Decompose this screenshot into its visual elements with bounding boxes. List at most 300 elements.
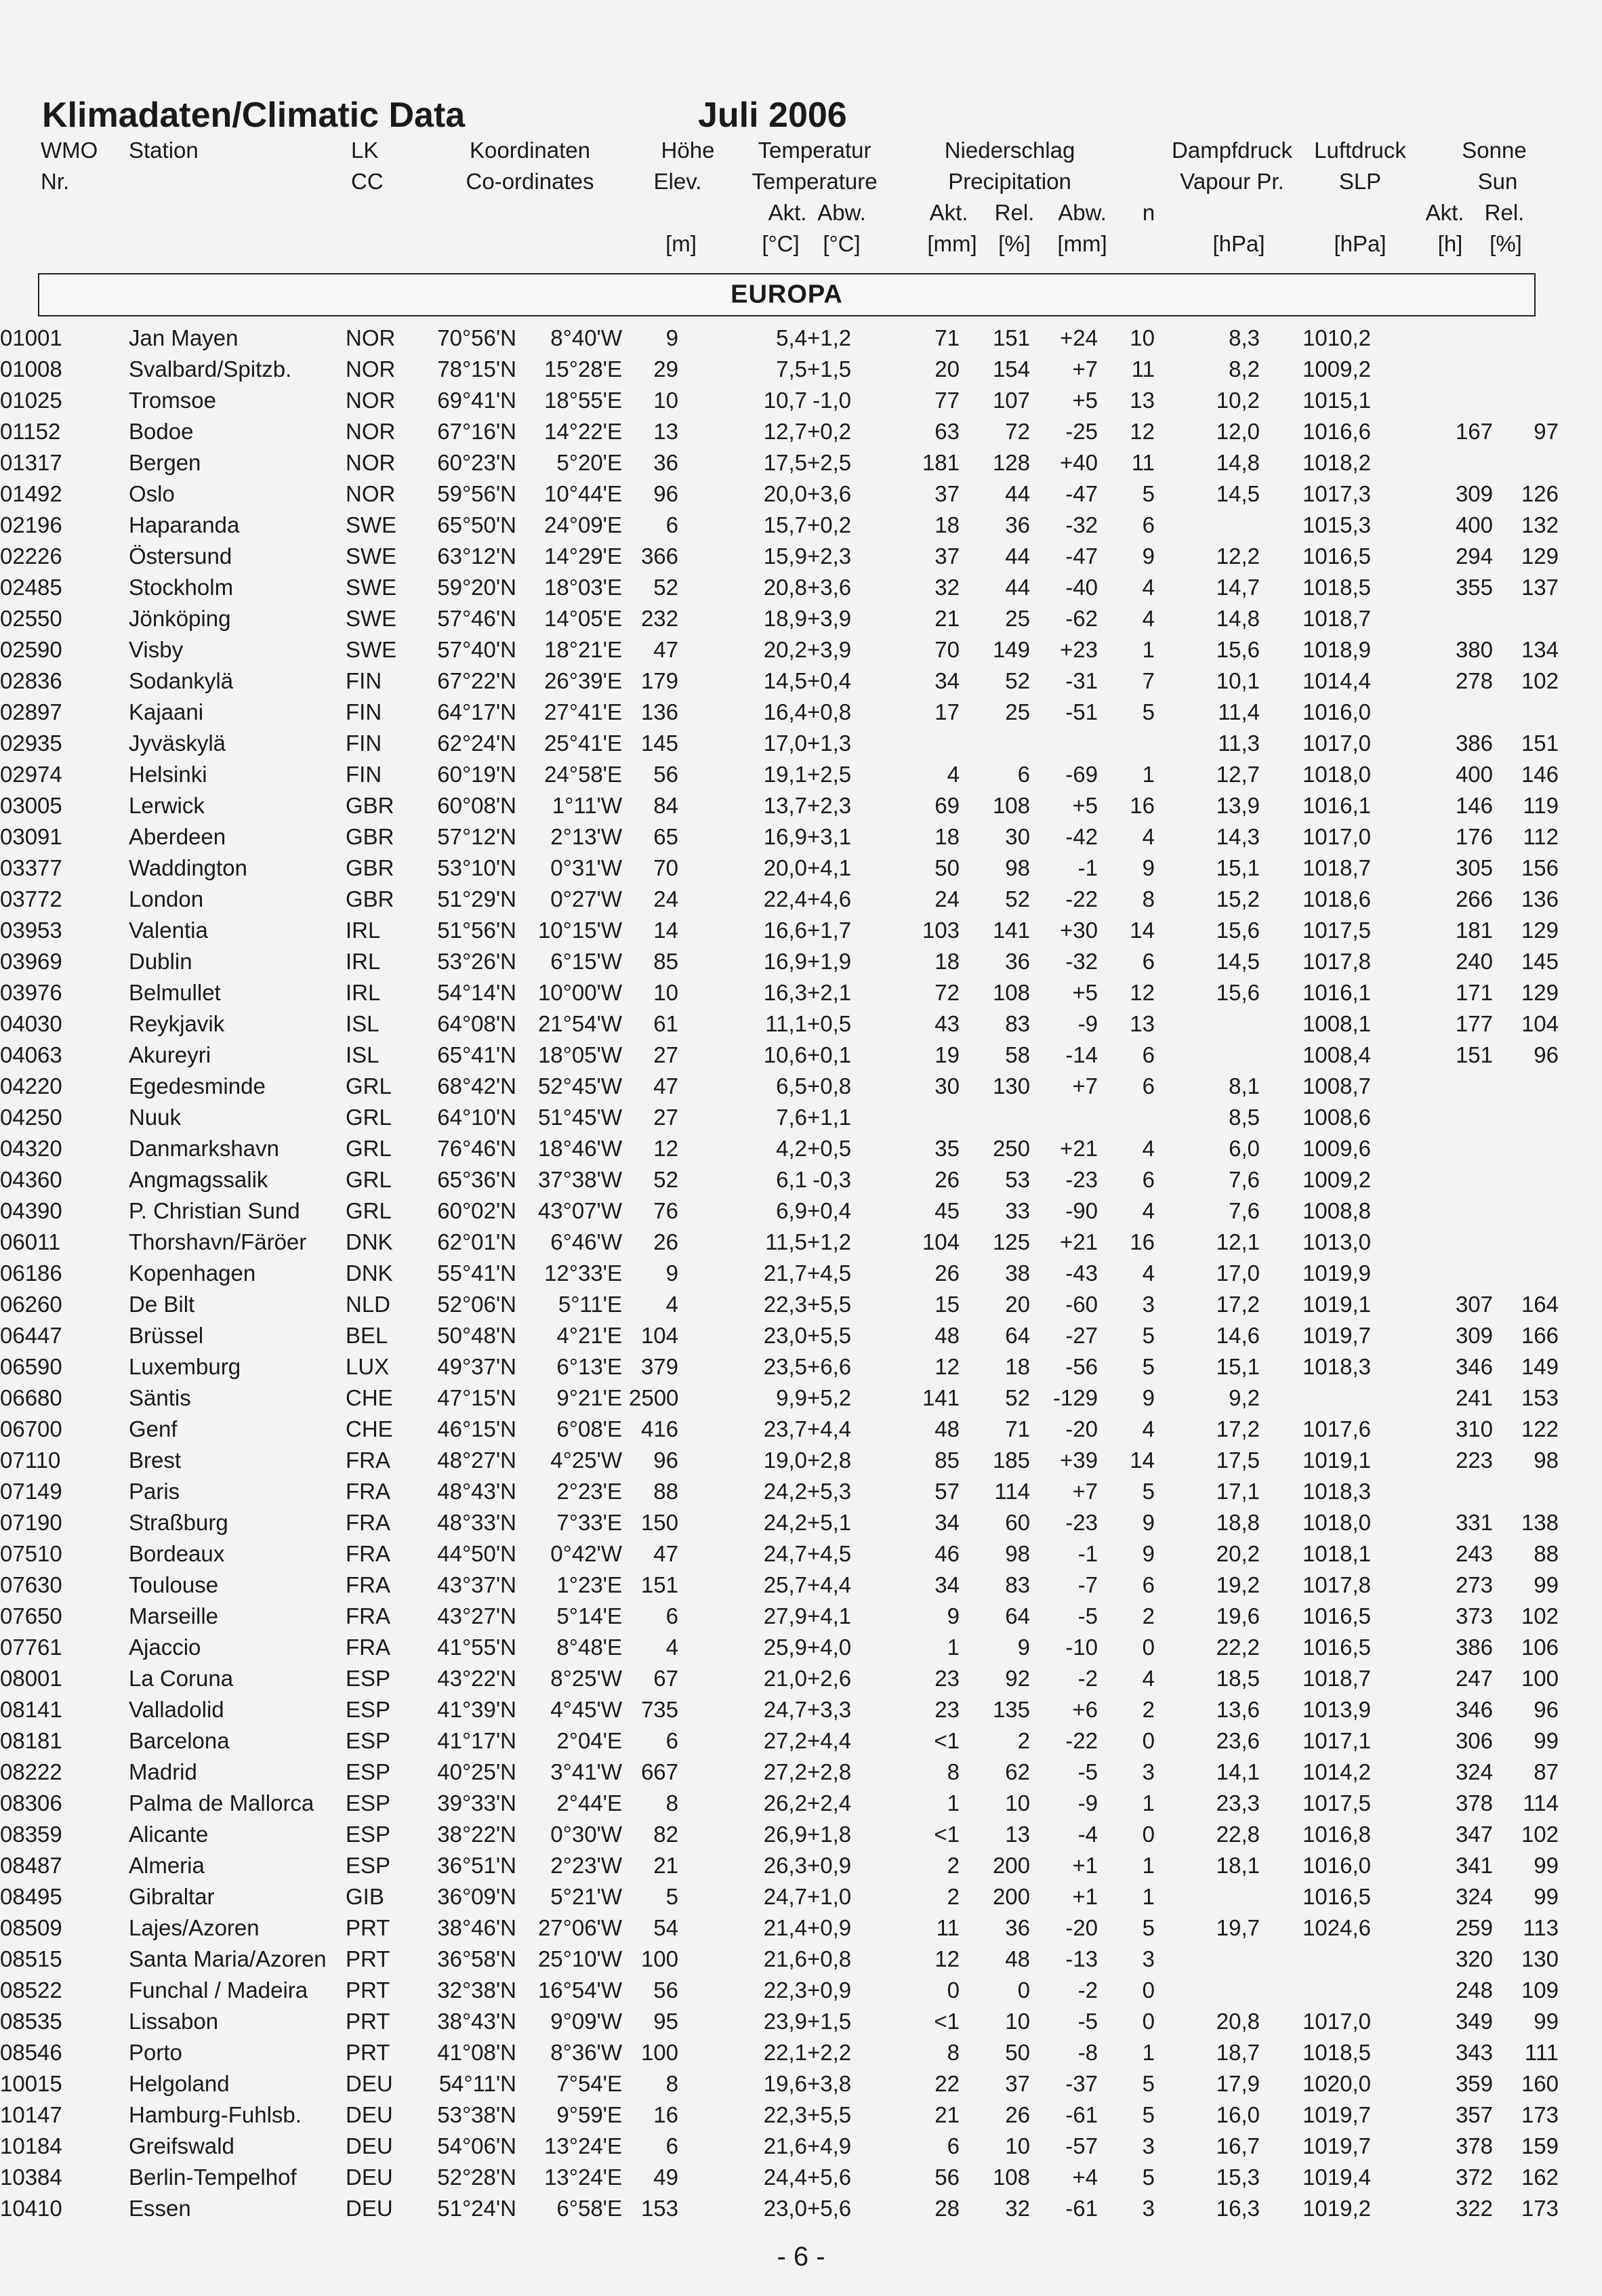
table-row bbox=[0, 977, 1559, 1008]
cell-prec-n: 3 bbox=[1142, 2196, 1155, 2221]
cell-prec-rel: 33 bbox=[1005, 1198, 1030, 1223]
cell-slp: 1017,0 bbox=[1302, 824, 1371, 849]
cell-latitude: 54°14'N bbox=[437, 980, 516, 1005]
cell-country: GBR bbox=[346, 824, 394, 849]
cell-prec-rel: 36 bbox=[1005, 1915, 1030, 1940]
cell-temp-abw: +2,2 bbox=[807, 2040, 852, 2065]
cell-sun-akt: 266 bbox=[1455, 886, 1493, 911]
cell-elevation: 2500 bbox=[629, 1385, 679, 1410]
cell-temp-akt: 27,2 bbox=[763, 1759, 807, 1784]
cell-vapour: 18,8 bbox=[1216, 1510, 1260, 1535]
cell-prec-akt: 56 bbox=[934, 2165, 960, 2190]
table-row bbox=[0, 1694, 1559, 1725]
cell-latitude: 62°24'N bbox=[437, 731, 516, 756]
cell-station: Nuuk bbox=[129, 1105, 182, 1130]
report-month: Juli 2006 bbox=[698, 96, 847, 135]
cell-prec-akt: 34 bbox=[934, 668, 960, 693]
cell-vapour: 18,7 bbox=[1216, 2040, 1260, 2065]
cell-prec-rel: 50 bbox=[1005, 2040, 1030, 2065]
cell-prec-rel: 52 bbox=[1005, 668, 1030, 693]
cell-slp: 1015,3 bbox=[1302, 512, 1371, 537]
cell-latitude: 54°11'N bbox=[438, 2071, 516, 2096]
cell-sun-akt bbox=[1425, 697, 1505, 728]
col-temp-header: Temperatur bbox=[758, 138, 871, 163]
cell-longitude: 1°23'E bbox=[556, 1572, 622, 1597]
cell-prec-n: 4 bbox=[1142, 1198, 1155, 1223]
cell-wmo: 01025 bbox=[0, 388, 62, 413]
cell-wmo: 02550 bbox=[0, 606, 62, 631]
cell-latitude: 67°22'N bbox=[437, 668, 516, 693]
cell-sun-rel: 162 bbox=[1521, 2165, 1559, 2190]
cell-prec-akt: 0 bbox=[947, 1977, 960, 2003]
cell-temp-abw: +4,0 bbox=[807, 1635, 852, 1660]
cell-prec-n: 1 bbox=[1142, 1853, 1155, 1878]
cell-temp-abw: +3,9 bbox=[807, 606, 852, 631]
cell-prec-n bbox=[1110, 728, 1171, 759]
cell-wmo: 02485 bbox=[0, 575, 62, 600]
cell-prec-n: 1 bbox=[1142, 1884, 1155, 1909]
cell-sun-akt bbox=[1425, 1227, 1505, 1258]
cell-temp-abw: +2,3 bbox=[807, 544, 852, 569]
cell-longitude: 10°15'W bbox=[537, 918, 622, 943]
cell-station: Helgoland bbox=[129, 2071, 230, 2096]
cell-temp-akt: 6,9 bbox=[776, 1198, 807, 1223]
cell-vapour: 13,9 bbox=[1216, 793, 1260, 818]
cell-vapour bbox=[1171, 1040, 1290, 1071]
cell-country: GBR bbox=[346, 886, 394, 911]
cell-sun-rel: 126 bbox=[1521, 481, 1559, 506]
cell-elevation: 82 bbox=[653, 1822, 678, 1847]
cell-vapour: 18,1 bbox=[1216, 1853, 1260, 1878]
table-row bbox=[0, 2193, 1559, 2224]
cell-prec-n bbox=[1110, 1102, 1171, 1133]
cell-temp-akt: 7,6 bbox=[776, 1105, 807, 1130]
cell-sun-rel: 153 bbox=[1521, 1385, 1559, 1410]
cell-slp: 1016,6 bbox=[1302, 419, 1371, 444]
table-row bbox=[0, 1414, 1559, 1445]
cell-prec-n: 6 bbox=[1142, 1073, 1155, 1099]
cell-prec-akt bbox=[871, 728, 974, 759]
cell-elevation: 96 bbox=[653, 1448, 678, 1473]
cell-sun-akt bbox=[1425, 1164, 1505, 1195]
cell-slp: 1009,2 bbox=[1302, 1167, 1371, 1192]
cell-latitude: 36°09'N bbox=[437, 1884, 516, 1909]
cell-prec-akt: 70 bbox=[934, 637, 960, 662]
cell-sun-akt: 324 bbox=[1455, 1759, 1493, 1784]
cell-sun-akt: 322 bbox=[1455, 2196, 1493, 2221]
cell-wmo: 01152 bbox=[0, 419, 61, 444]
cell-prec-n: 5 bbox=[1142, 2165, 1155, 2190]
cell-vapour: 23,6 bbox=[1216, 1728, 1260, 1753]
cell-country: FRA bbox=[346, 1603, 390, 1628]
cell-temp-abw: +3,8 bbox=[807, 2071, 852, 2096]
cell-longitude: 5°21'W bbox=[550, 1884, 622, 1909]
cell-sun-rel: 145 bbox=[1521, 949, 1559, 974]
cell-slp: 1018,1 bbox=[1302, 1541, 1371, 1566]
cell-prec-rel: 72 bbox=[1005, 419, 1030, 444]
col-vapour-header: Vapour Pr. bbox=[1180, 169, 1284, 194]
cell-temp-abw: +2,8 bbox=[807, 1759, 852, 1784]
cell-temp-abw: +1,1 bbox=[807, 1105, 852, 1130]
cell-sun-rel: 122 bbox=[1521, 1416, 1559, 1441]
cell-latitude: 59°20'N bbox=[437, 575, 516, 600]
cell-prec-akt: 2 bbox=[947, 1853, 960, 1878]
cell-sun-akt: 171 bbox=[1455, 980, 1493, 1005]
cell-sun-akt bbox=[1425, 1476, 1505, 1507]
cell-sun-rel: 99 bbox=[1534, 1728, 1559, 1753]
cell-prec-rel: 130 bbox=[992, 1073, 1030, 1099]
cell-wmo: 03005 bbox=[0, 793, 62, 818]
cell-country: PRT bbox=[346, 1946, 390, 1971]
cell-slp: 1018,0 bbox=[1302, 762, 1371, 787]
cell-prec-n: 6 bbox=[1142, 1042, 1155, 1067]
cell-country: DEU bbox=[346, 2133, 393, 2158]
cell-wmo: 03976 bbox=[0, 980, 62, 1005]
cell-prec-n: 5 bbox=[1142, 1479, 1155, 1504]
cell-sun-rel: 146 bbox=[1521, 762, 1559, 787]
cell-temp-abw: +0,2 bbox=[807, 419, 852, 444]
cell-prec-abw: -25 bbox=[1065, 419, 1098, 444]
table-row bbox=[0, 1289, 1559, 1320]
cell-prec-rel: 83 bbox=[1005, 1572, 1030, 1597]
cell-vapour bbox=[1171, 1944, 1290, 1975]
cell-elevation: 88 bbox=[653, 1479, 678, 1504]
cell-prec-n: 5 bbox=[1142, 2071, 1155, 2096]
cell-country: ISL bbox=[346, 1042, 379, 1067]
cell-vapour: 15,6 bbox=[1216, 918, 1260, 943]
cell-slp: 1016,1 bbox=[1302, 980, 1371, 1005]
cell-temp-abw: +1,5 bbox=[807, 356, 852, 382]
cell-wmo: 03091 bbox=[0, 824, 62, 849]
cell-temp-abw: +1,2 bbox=[807, 325, 852, 350]
cell-longitude: 18°03'E bbox=[544, 575, 622, 600]
cell-vapour: 15,2 bbox=[1216, 886, 1260, 911]
table-row bbox=[0, 1476, 1559, 1507]
cell-vapour: 14,8 bbox=[1216, 450, 1260, 475]
cell-latitude: 65°50'N bbox=[437, 512, 516, 537]
cell-prec-rel: 6 bbox=[1017, 762, 1030, 787]
cell-latitude: 43°37'N bbox=[437, 1572, 516, 1597]
col-sun-rel-header: Rel. bbox=[1484, 200, 1525, 225]
cell-sun-rel bbox=[1505, 1476, 1559, 1507]
cell-latitude: 43°22'N bbox=[437, 1666, 516, 1691]
cell-temp-akt: 4,2 bbox=[776, 1136, 807, 1161]
cell-country: ESP bbox=[346, 1759, 391, 1784]
cell-sun-akt: 243 bbox=[1455, 1541, 1493, 1566]
cell-prec-rel: 2 bbox=[1017, 1728, 1030, 1753]
cell-sun-akt: 378 bbox=[1455, 1790, 1493, 1816]
cell-elevation: 6 bbox=[665, 1603, 678, 1628]
cell-latitude: 69°41'N bbox=[437, 388, 516, 413]
cell-country: ISL bbox=[346, 1011, 379, 1036]
cell-sun-rel: 129 bbox=[1521, 980, 1559, 1005]
cell-prec-abw: -42 bbox=[1065, 824, 1098, 849]
cell-elevation: 6 bbox=[665, 2133, 678, 2158]
cell-sun-akt: 278 bbox=[1455, 668, 1493, 693]
cell-prec-rel: 92 bbox=[1005, 1666, 1030, 1691]
cell-wmo: 08222 bbox=[0, 1759, 62, 1784]
cell-elevation: 5 bbox=[665, 1884, 678, 1909]
cell-vapour: 14,7 bbox=[1216, 575, 1260, 600]
cell-prec-n: 6 bbox=[1142, 1572, 1155, 1597]
cell-elevation: 10 bbox=[653, 388, 678, 413]
cell-temp-akt: 21,6 bbox=[763, 2133, 807, 2158]
cell-country: GRL bbox=[346, 1136, 392, 1161]
cell-temp-akt: 24,7 bbox=[763, 1541, 807, 1566]
col-koord-header: Koordinaten bbox=[470, 138, 590, 163]
cell-temp-abw: +0,9 bbox=[807, 1915, 852, 1940]
cell-country: DEU bbox=[346, 2165, 393, 2190]
cell-elevation: 12 bbox=[653, 1136, 678, 1161]
cell-latitude: 41°08'N bbox=[437, 2040, 516, 2065]
cell-temp-abw: +5,6 bbox=[807, 2196, 852, 2221]
cell-country: PRT bbox=[346, 1915, 390, 1940]
cell-slp: 1014,4 bbox=[1302, 668, 1371, 693]
cell-prec-abw: -22 bbox=[1065, 886, 1098, 911]
cell-sun-akt: 273 bbox=[1455, 1572, 1493, 1597]
cell-temp-akt: 26,3 bbox=[763, 1853, 807, 1878]
cell-elevation: 150 bbox=[640, 1510, 678, 1535]
cell-country: DNK bbox=[346, 1229, 393, 1254]
cell-longitude: 8°25'W bbox=[550, 1666, 622, 1691]
cell-station: Porto bbox=[129, 2040, 182, 2065]
cell-vapour: 22,2 bbox=[1216, 1635, 1260, 1660]
cell-latitude: 64°08'N bbox=[437, 1011, 516, 1036]
cell-prec-abw: -7 bbox=[1077, 1572, 1098, 1597]
cell-sun-akt bbox=[1425, 354, 1505, 385]
table-row bbox=[0, 634, 1559, 665]
table-row bbox=[0, 1725, 1559, 1757]
cell-prec-abw: +40 bbox=[1060, 450, 1098, 475]
cell-latitude: 38°22'N bbox=[437, 1822, 516, 1847]
cell-temp-akt: 20,0 bbox=[763, 481, 807, 506]
cell-sun-akt: 346 bbox=[1455, 1697, 1493, 1722]
cell-sun-akt: 294 bbox=[1455, 544, 1493, 569]
cell-prec-abw: -56 bbox=[1065, 1354, 1098, 1379]
cell-longitude: 3°41'W bbox=[550, 1759, 622, 1784]
cell-latitude: 41°55'N bbox=[437, 1635, 516, 1660]
cell-sun-akt: 176 bbox=[1455, 824, 1493, 849]
table-row bbox=[0, 1819, 1559, 1850]
cell-prec-n: 1 bbox=[1142, 1790, 1155, 1816]
cell-prec-rel: 125 bbox=[992, 1229, 1030, 1254]
cell-slp: 1013,0 bbox=[1302, 1229, 1371, 1254]
cell-temp-abw: +0,4 bbox=[807, 668, 852, 693]
cell-vapour: 17,1 bbox=[1216, 1479, 1260, 1504]
cell-prec-n: 10 bbox=[1130, 325, 1155, 350]
col-hoehe-header: Höhe bbox=[661, 138, 715, 163]
cell-longitude: 10°44'E bbox=[544, 481, 622, 506]
cell-elevation: 29 bbox=[653, 356, 678, 382]
cell-slp: 1016,5 bbox=[1302, 1635, 1371, 1660]
cell-prec-abw: +7 bbox=[1072, 356, 1098, 382]
cell-slp: 1018,9 bbox=[1302, 637, 1371, 662]
cell-temp-abw: +4,4 bbox=[807, 1728, 852, 1753]
cell-prec-n: 4 bbox=[1142, 1416, 1155, 1441]
cell-latitude: 48°27'N bbox=[437, 1448, 516, 1473]
cell-prec-abw: -47 bbox=[1065, 481, 1098, 506]
table-row bbox=[0, 1663, 1559, 1694]
cell-prec-rel: 36 bbox=[1005, 949, 1030, 974]
cell-longitude: 6°46'W bbox=[550, 1229, 622, 1254]
cell-wmo: 03953 bbox=[0, 918, 62, 943]
cell-longitude: 14°05'E bbox=[544, 606, 622, 631]
cell-sun-rel: 166 bbox=[1521, 1323, 1559, 1348]
table-row bbox=[0, 2068, 1559, 2099]
cell-station: Greifswald bbox=[129, 2133, 234, 2158]
cell-prec-rel: 154 bbox=[992, 356, 1030, 382]
cell-country: GIB bbox=[346, 1884, 384, 1909]
cell-wmo: 10015 bbox=[0, 2071, 62, 2096]
cell-prec-akt: 2 bbox=[947, 1884, 960, 1909]
cell-temp-akt: 24,4 bbox=[763, 2165, 807, 2190]
cell-prec-akt: 12 bbox=[934, 1946, 960, 1971]
cell-vapour: 10,1 bbox=[1216, 668, 1260, 693]
cell-slp: 1019,9 bbox=[1302, 1260, 1371, 1286]
cell-country: GRL bbox=[346, 1167, 392, 1192]
cell-prec-abw: -8 bbox=[1077, 2040, 1098, 2065]
cell-sun-rel: 137 bbox=[1521, 575, 1559, 600]
cell-temp-akt: 15,7 bbox=[763, 512, 807, 537]
col-prec-akt-unit: [mm] bbox=[927, 231, 977, 256]
cell-elevation: 179 bbox=[640, 668, 678, 693]
cell-country: PRT bbox=[346, 1977, 390, 2003]
table-row bbox=[0, 1382, 1559, 1414]
cell-vapour: 12,2 bbox=[1216, 544, 1260, 569]
cell-slp: 1019,7 bbox=[1302, 2102, 1371, 2127]
cell-temp-akt: 19,1 bbox=[763, 762, 807, 787]
cell-elevation: 54 bbox=[653, 1915, 678, 1940]
cell-temp-abw: +0,5 bbox=[807, 1011, 852, 1036]
cell-wmo: 04250 bbox=[0, 1105, 62, 1130]
cell-prec-akt: 9 bbox=[947, 1603, 960, 1628]
cell-sun-rel: 129 bbox=[1521, 918, 1559, 943]
cell-prec-rel: 9 bbox=[1017, 1635, 1030, 1660]
cell-station: Brüssel bbox=[129, 1323, 204, 1348]
cell-sun-rel: 97 bbox=[1534, 419, 1559, 444]
cell-prec-akt: 8 bbox=[947, 2040, 960, 2065]
cell-station: Jönköping bbox=[129, 606, 231, 631]
cell-wmo: 08535 bbox=[0, 2009, 62, 2034]
cell-slp: 1016,5 bbox=[1302, 1603, 1371, 1628]
cell-temp-akt: 16,6 bbox=[763, 918, 807, 943]
cell-sun-rel: 136 bbox=[1521, 886, 1559, 911]
cell-sun-rel: 98 bbox=[1534, 1448, 1559, 1473]
cell-station: Akureyri bbox=[129, 1042, 211, 1067]
table-row bbox=[0, 759, 1559, 790]
cell-prec-akt: 32 bbox=[934, 575, 960, 600]
cell-latitude: 36°51'N bbox=[437, 1853, 516, 1878]
cell-slp: 1020,0 bbox=[1302, 2071, 1371, 2096]
cell-sun-akt: 247 bbox=[1455, 1666, 1493, 1691]
cell-sun-akt bbox=[1425, 323, 1505, 354]
col-sun-header: Sonne bbox=[1462, 138, 1527, 163]
cell-elevation: 100 bbox=[640, 2040, 678, 2065]
cell-latitude: 51°56'N bbox=[437, 918, 516, 943]
cell-elevation: 8 bbox=[665, 2071, 678, 2096]
cell-temp-akt: 26,9 bbox=[763, 1822, 807, 1847]
cell-elevation: 52 bbox=[653, 575, 678, 600]
cell-sun-akt: 320 bbox=[1455, 1946, 1493, 1971]
cell-station: Angmagssalik bbox=[129, 1167, 268, 1192]
cell-slp: 1008,8 bbox=[1302, 1198, 1371, 1223]
cell-vapour: 16,0 bbox=[1216, 2102, 1260, 2127]
table-row bbox=[0, 541, 1559, 572]
cell-prec-akt: 50 bbox=[934, 855, 960, 880]
cell-sun-akt: 400 bbox=[1455, 762, 1493, 787]
cell-station: Oslo bbox=[129, 481, 175, 506]
cell-prec-n: 6 bbox=[1142, 949, 1155, 974]
cell-country: NOR bbox=[346, 325, 396, 350]
cell-prec-akt: 48 bbox=[934, 1416, 960, 1441]
cell-sun-rel: 132 bbox=[1521, 512, 1559, 537]
col-slp-header: Luftdruck bbox=[1314, 138, 1406, 163]
cell-sun-rel bbox=[1505, 385, 1559, 416]
cell-prec-abw: -23 bbox=[1065, 1510, 1098, 1535]
cell-temp-akt: 14,5 bbox=[763, 668, 807, 693]
table-row bbox=[0, 1601, 1559, 1632]
cell-prec-rel: 37 bbox=[1005, 2071, 1030, 2096]
cell-temp-akt: 16,3 bbox=[763, 980, 807, 1005]
cell-station: Kopenhagen bbox=[129, 1260, 256, 1286]
cell-prec-abw: +7 bbox=[1072, 1479, 1098, 1504]
cell-prec-abw: +7 bbox=[1072, 1073, 1098, 1099]
cell-prec-akt: 103 bbox=[922, 918, 960, 943]
cell-prec-akt: 12 bbox=[934, 1354, 960, 1379]
cell-sun-akt: 167 bbox=[1455, 419, 1493, 444]
cell-wmo: 10410 bbox=[0, 2196, 62, 2221]
cell-longitude: 14°22'E bbox=[544, 419, 622, 444]
cell-vapour: 6,0 bbox=[1229, 1136, 1260, 1161]
cell-sun-rel bbox=[1505, 603, 1559, 634]
cell-slp: 1017,8 bbox=[1302, 949, 1371, 974]
cell-station: Lerwick bbox=[129, 793, 205, 818]
cell-sun-akt: 372 bbox=[1455, 2165, 1493, 2190]
cell-prec-akt: 181 bbox=[922, 450, 960, 475]
cell-wmo: 10184 bbox=[0, 2133, 62, 2158]
cell-vapour: 14,3 bbox=[1216, 824, 1260, 849]
cell-vapour: 14,8 bbox=[1216, 606, 1260, 631]
cell-temp-akt: 22,3 bbox=[763, 1977, 807, 2003]
cell-prec-rel: 71 bbox=[1005, 1416, 1030, 1441]
cell-slp: 1018,7 bbox=[1302, 855, 1371, 880]
cell-sun-akt: 357 bbox=[1455, 2102, 1493, 2127]
cell-slp: 1010,2 bbox=[1302, 325, 1371, 350]
cell-wmo: 02226 bbox=[0, 544, 62, 569]
cell-prec-n: 12 bbox=[1130, 419, 1155, 444]
cell-country: NOR bbox=[346, 388, 396, 413]
cell-prec-rel: 62 bbox=[1005, 1759, 1030, 1784]
cell-sun-rel: 160 bbox=[1521, 2071, 1559, 2096]
cell-prec-rel: 200 bbox=[992, 1853, 1030, 1878]
table-row bbox=[0, 1788, 1559, 1819]
cell-sun-rel bbox=[1505, 1071, 1559, 1102]
cell-prec-akt: <1 bbox=[934, 1822, 960, 1847]
cell-latitude: 50°48'N bbox=[437, 1323, 516, 1348]
cell-temp-akt: 18,9 bbox=[763, 606, 807, 631]
cell-vapour bbox=[1171, 1975, 1290, 2006]
cell-prec-rel: 108 bbox=[992, 980, 1030, 1005]
cell-longitude: 9°59'E bbox=[556, 2102, 622, 2127]
cell-slp: 1016,5 bbox=[1302, 544, 1371, 569]
cell-vapour: 15,6 bbox=[1216, 980, 1260, 1005]
cell-sun-rel: 99 bbox=[1534, 2009, 1559, 2034]
cell-longitude: 6°08'E bbox=[556, 1416, 622, 1441]
cell-wmo: 07761 bbox=[0, 1635, 62, 1660]
cell-prec-rel: 10 bbox=[1005, 1790, 1030, 1816]
cell-elevation: 76 bbox=[653, 1198, 678, 1223]
cell-prec-n: 9 bbox=[1142, 1510, 1155, 1535]
